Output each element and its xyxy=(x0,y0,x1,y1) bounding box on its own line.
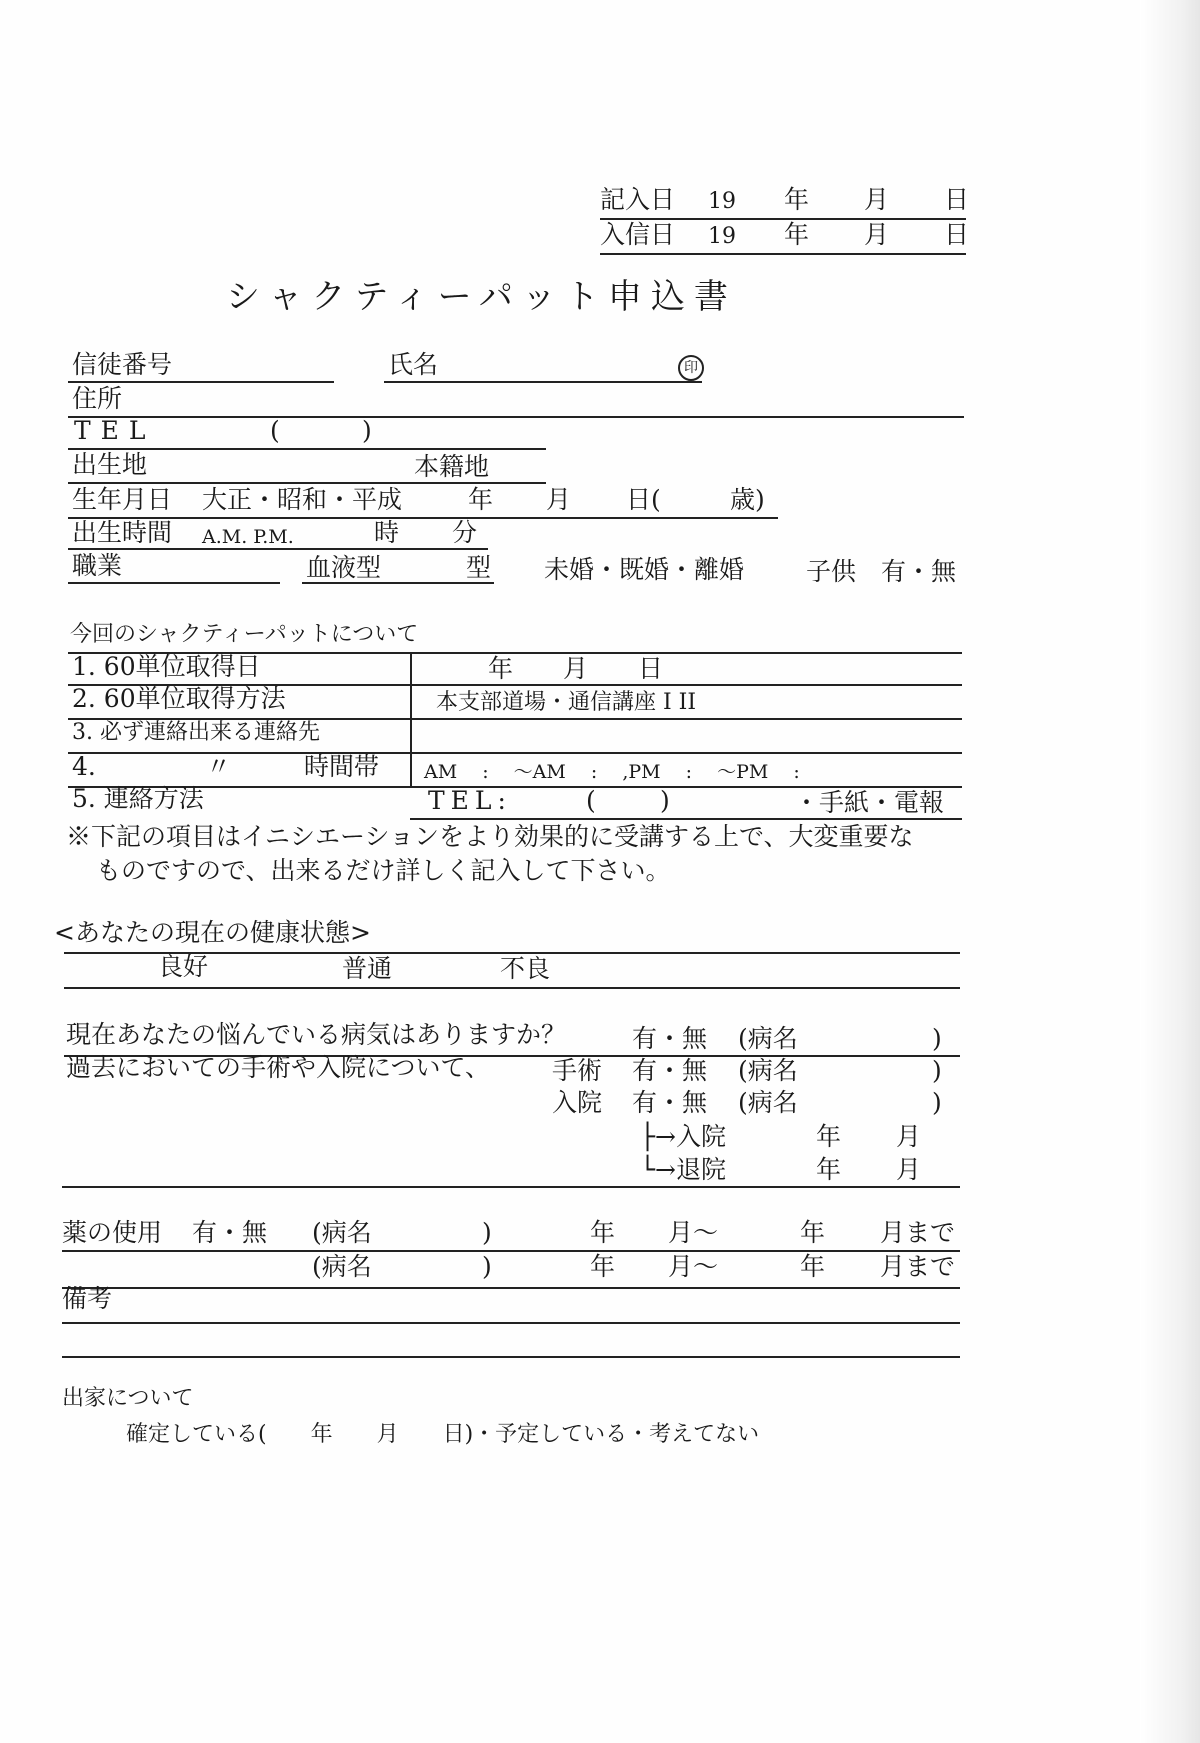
discharge-tsuki: 月 xyxy=(896,1155,922,1184)
occupation-label: 職業 xyxy=(72,551,123,580)
hospital-label: 入院 xyxy=(552,1088,603,1117)
ordination-options[interactable]: 確定している( 年 月 日)・予定している・考えてない xyxy=(126,1422,760,1447)
remarks-label: 備考 xyxy=(62,1284,113,1313)
birthtime-field[interactable] xyxy=(68,548,488,550)
health-heading: <あなたの現在の健康状態> xyxy=(54,918,371,947)
hospital-yes-no[interactable]: 有・無 xyxy=(632,1088,708,1117)
shakti-row4-label: 時間帯 xyxy=(304,752,380,781)
shakti-row3-rule xyxy=(68,752,962,754)
tel-label: TEL xyxy=(74,416,156,445)
hospital-close-paren: ) xyxy=(932,1088,942,1117)
nyushin-hi: 日 xyxy=(944,220,970,249)
birthtime-label: 出生時間 xyxy=(72,518,173,547)
nyushin-tsuki: 月 xyxy=(864,220,890,249)
birthplace-label: 出生地 xyxy=(72,450,148,479)
medicine2-until-nen: 年 xyxy=(800,1252,826,1281)
blood-type-field[interactable] xyxy=(302,582,494,584)
name-label: 氏名 xyxy=(388,350,439,379)
nyushin-underline xyxy=(600,253,966,255)
kinyu-nen: 年 xyxy=(784,185,810,214)
medicine1-rule xyxy=(62,1250,960,1252)
children-options[interactable]: 子供 有・無 xyxy=(806,557,957,586)
birth-sai: 歳) xyxy=(730,485,765,514)
nyushin-year-prefix: 19 xyxy=(708,224,736,249)
shakti-row3-label: 3. 必ず連絡出来る連絡先 xyxy=(72,720,320,745)
shakti-row4-ditto: 〃 xyxy=(206,752,232,781)
occupation-field[interactable] xyxy=(68,582,280,584)
birthdate-label: 生年月日 xyxy=(72,485,173,514)
remarks-line1[interactable] xyxy=(62,1322,960,1324)
kinyu-year-prefix: 19 xyxy=(708,189,736,214)
nyushin-date-label: 入信日 xyxy=(600,220,676,249)
kinyu-tsuki: 月 xyxy=(864,185,890,214)
admission-tsuki: 月 xyxy=(896,1122,922,1151)
medicine2-from-nen: 年 xyxy=(590,1252,616,1281)
health-good[interactable]: 良好 xyxy=(158,952,209,981)
shakti-row4-num: 4. xyxy=(72,752,96,781)
medicine2-from-tsuki: 月～ xyxy=(668,1252,719,1281)
medicine2-disease-label: (病名 xyxy=(312,1252,372,1281)
medicine2-close-paren: ) xyxy=(482,1252,492,1281)
member-no-label: 信徒番号 xyxy=(72,350,173,379)
shakti-row5-tel: TEL: xyxy=(428,786,512,815)
member-no-field[interactable] xyxy=(68,381,334,383)
marital-options[interactable]: 未婚・既婚・離婚 xyxy=(544,555,745,584)
form-title: シャクティーパット申込書 xyxy=(226,277,737,317)
shakti-table-divider xyxy=(410,652,412,788)
ordination-heading: 出家について xyxy=(62,1386,194,1411)
shakti-row2-value[interactable]: 本支部道場・通信講座 I II xyxy=(436,690,697,715)
health-status-rule xyxy=(64,987,960,989)
medicine-label: 薬の使用 xyxy=(62,1218,163,1247)
birth-nen: 年 xyxy=(468,485,494,514)
surgery-disease-label: (病名 xyxy=(738,1056,798,1085)
shakti-row5-paren-close: ) xyxy=(660,786,670,815)
birthtime-fun: 分 xyxy=(452,518,478,547)
discharge-nen: 年 xyxy=(816,1155,842,1184)
medicine1-from-tsuki: 月～ xyxy=(668,1218,719,1247)
era-options[interactable]: 大正・昭和・平成 xyxy=(202,485,403,514)
discharge-label: └→退院 xyxy=(640,1155,726,1184)
kinyu-hi: 日 xyxy=(944,185,970,214)
remarks-line2[interactable] xyxy=(62,1356,960,1358)
birthtime-ji: 時 xyxy=(374,518,400,547)
scan-edge-shade xyxy=(1140,0,1200,1743)
medicine2-rule xyxy=(62,1287,960,1289)
surgery-close-paren: ) xyxy=(932,1056,942,1085)
seal-mark: 印 xyxy=(678,355,704,381)
birth-tsuki: 月 xyxy=(546,485,572,514)
hospital-history-rule xyxy=(62,1186,960,1188)
shakti-row2-label: 2. 60単位取得方法 xyxy=(72,684,286,713)
nyushin-nen: 年 xyxy=(784,220,810,249)
hospital-disease-label: (病名 xyxy=(738,1088,798,1117)
tel-paren-open: ( xyxy=(270,416,280,445)
medicine1-close-paren: ) xyxy=(482,1218,492,1247)
address-label: 住所 xyxy=(72,384,123,413)
shakti-row1-value[interactable]: 年 月 日 xyxy=(488,654,664,683)
admission-label: ├→入院 xyxy=(640,1122,726,1151)
illness-close-paren: ) xyxy=(932,1024,942,1053)
blood-type-gata: 型 xyxy=(466,553,492,582)
shakti-row5-mail[interactable]: ・手紙・電報 xyxy=(794,788,945,817)
health-normal[interactable]: 普通 xyxy=(342,954,393,983)
tel-paren-close: ) xyxy=(362,416,372,445)
shakti-row5-paren-open: ( xyxy=(586,786,596,815)
surgery-label: 手術 xyxy=(552,1056,603,1085)
surgery-yes-no[interactable]: 有・無 xyxy=(632,1056,708,1085)
shakti-row5-rule xyxy=(410,818,962,820)
health-bad[interactable]: 不良 xyxy=(500,954,551,983)
medicine1-disease-label: (病名 xyxy=(312,1218,372,1247)
past-question: 過去においての手術や入院について、 xyxy=(66,1053,491,1082)
shakti-row1-label: 1. 60単位取得日 xyxy=(72,652,261,681)
medicine1-from-nen: 年 xyxy=(590,1218,616,1247)
medicine1-until-nen: 年 xyxy=(800,1218,826,1247)
medicine2-until-tsuki: 月まで xyxy=(880,1252,956,1281)
birthdate-field[interactable] xyxy=(68,517,778,519)
medicine-yes-no[interactable]: 有・無 xyxy=(192,1218,268,1247)
shakti-row5-label: 5. 連絡方法 xyxy=(72,784,204,813)
illness-question: 現在あなたの悩んでいる病気はありますか？ xyxy=(66,1020,567,1049)
address-field[interactable] xyxy=(68,416,964,418)
shakti-heading: 今回のシャクティーパットについて xyxy=(70,622,419,647)
important-note-line1: ※下記の項目はイニシエーションをより効果的に受講する上で、大変重要な xyxy=(66,822,914,851)
birth-hi-age: 日( xyxy=(626,485,661,514)
admission-nen: 年 xyxy=(816,1122,842,1151)
illness-yes-no[interactable]: 有・無 xyxy=(632,1024,708,1053)
blood-type-label: 血液型 xyxy=(306,553,382,582)
important-note-line2: ものですので、出来るだけ詳しく記入して下さい。 xyxy=(96,856,671,885)
ampm-options[interactable]: A.M. P.M. xyxy=(202,526,294,548)
kinyu-date-label: 記入日 xyxy=(600,185,676,214)
birthplace-field[interactable] xyxy=(68,482,546,484)
medicine1-until-tsuki: 月まで xyxy=(880,1218,956,1247)
domicile-label: 本籍地 xyxy=(414,452,490,481)
illness-disease-label: (病名 xyxy=(738,1024,798,1053)
name-field[interactable] xyxy=(384,381,702,383)
shakti-row4-value[interactable]: AM : ～AM : ,PM : ～PM : xyxy=(424,761,800,783)
